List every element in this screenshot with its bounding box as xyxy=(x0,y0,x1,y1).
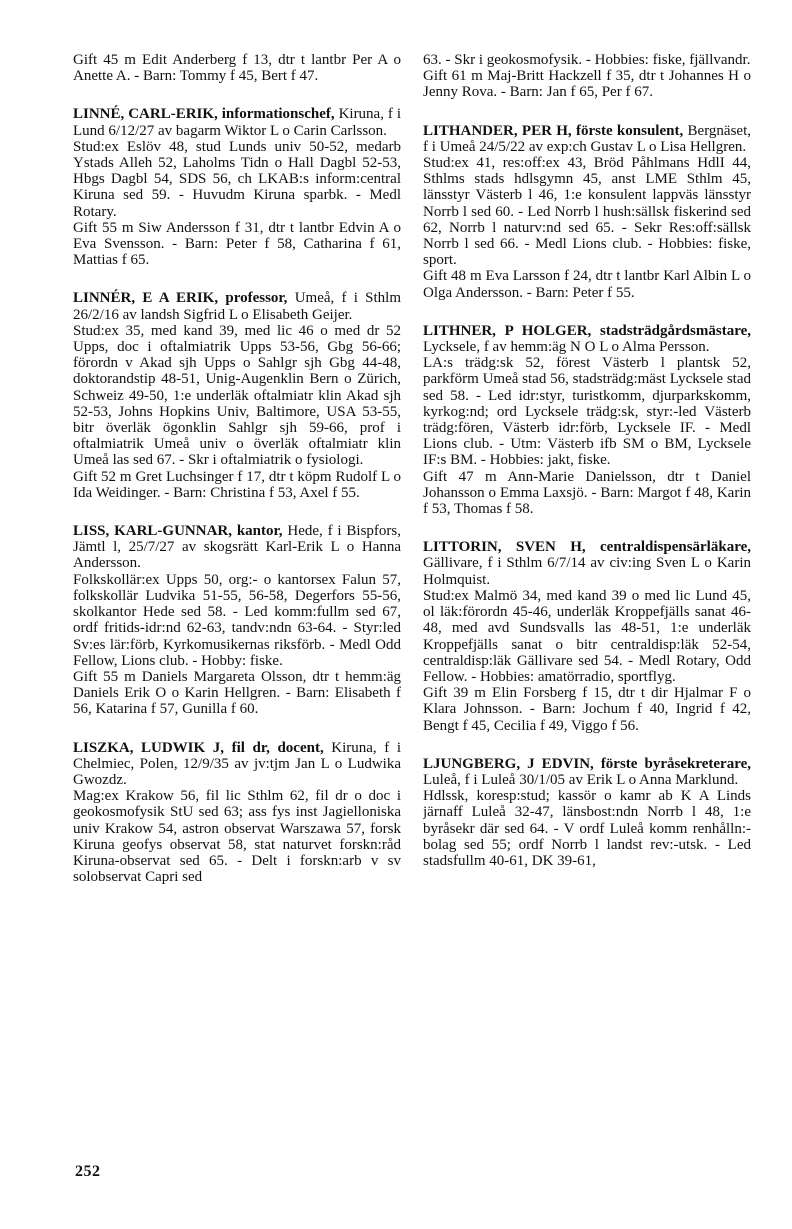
entry-headword: LISS, KARL-GUNNAR, kantor, xyxy=(73,523,283,540)
entry-paragraph: LITHANDER, PER H, förste konsulent, Bergnäset, f i Umeå 24/5/22 av exp:ch Gustav L o Lisa Hellgren. xyxy=(423,122,751,155)
page-number: 252 xyxy=(75,1163,101,1180)
entry-headword: LITHNER, P HOLGER, stadsträdgårdsmästare, xyxy=(423,322,751,339)
entry-paragraph: Stud:ex Eslöv 48, stud Lunds univ 50-52, medarb Ystads Alleh 52, Laholms Tidn o Hall Dagbl 52-53, Hbgs Dagbl 54, SDS 56, ch LKAB:s inform:central Kiruna sed 59. - Huvudm Kiruna sparbk. - Medl Rotary. xyxy=(73,138,401,220)
entry-continuation-anderberg xyxy=(73,52,401,84)
entry-headword: LINNÉR, E A ERIK, professor, xyxy=(73,290,288,307)
entry-paragraph: Mag:ex Krakow 56, fil lic Sthlm 62, fil dr o doc i geokosmofysik StU sed 63; ass fys inst Jagielloniska univ Krakow 54, astron observat Warszawa 57, forsk Kiruna geofys observat 58, stat naturvet forskn:råd Kiruna-observat sed 65. - Delt i forskn:arb v sv solobservat Capri sed xyxy=(73,788,401,886)
entry-paragraph: Gift 52 m Gret Luchsinger f 17, dtr t köpm Rudolf L o Ida Weidinger. - Barn: Christina f 53, Axel f 55. xyxy=(73,468,401,501)
entry-liszka xyxy=(73,740,401,886)
entry-headword: LISZKA, LUDWIK J, fil dr, docent, xyxy=(73,739,324,756)
entry-headword: LITHANDER, PER H, förste konsulent, xyxy=(423,122,684,139)
entry-paragraph: Gift 55 m Siw Andersson f 31, dtr t lantbr Edvin A o Eva Svensson. - Barn: Peter f 58, Catharina f 61, Mattias f 65. xyxy=(73,219,401,269)
entry-paragraph: LITHNER, P HOLGER, stadsträdgårdsmästare, Lycksele, f av hemm:äg N O L o Alma Persson. xyxy=(423,322,751,356)
entry-paragraph: LINNÉ, CARL-ERIK, informationschef, Kiruna, f i Lund 6/12/27 av bagarm Wiktor L o Carin Carlsson. xyxy=(73,106,401,139)
entry-paragraph: LJUNGBERG, J EDVIN, förste byråsekreterare, Luleå, f i Luleå 30/1/05 av Erik L o Anna Marklund. xyxy=(423,755,751,788)
entry-headword: LINNÉ, CARL-ERIK, informationschef, xyxy=(73,106,335,123)
entry-liss xyxy=(73,523,401,717)
entry-paragraph: Gift 47 m Ann-Marie Danielsson, dtr t Daniel Johansson o Emma Laxsjö. - Barn: Margot f 48, Karin f 53, Thomas f 58. xyxy=(423,468,751,518)
entry-ljungberg xyxy=(423,756,751,869)
entry-linner xyxy=(73,290,401,501)
entry-headword: LJUNGBERG, J EDVIN, förste byråsekreterare, xyxy=(423,755,751,772)
entry-paragraph: Hdlssk, koresp:stud; kassör o kamr ab K A Linds järnaff Luleå 32-47, länsbost:ndn Norrb l 48, 1:e byråsekr där sed 64. - V ordf Luleå komm renhålln:-bolag sed 55; ordf Norrb l landst rev:-utsk. - Led stadsfullm 40-61, DK 39-61, xyxy=(423,788,751,869)
entry-paragraph: LISS, KARL-GUNNAR, kantor, Hede, f i Bispfors, Jämtl l, 25/7/27 av skogsrätt Karl-Erik L o Hanna Andersson. xyxy=(73,523,401,572)
entry-paragraph: Gift 48 m Eva Larsson f 24, dtr t lantbr Karl Albin L o Olga Andersson. - Barn: Peter f 55. xyxy=(423,268,751,301)
entry-paragraph: Folkskollär:ex Upps 50, org:- o kantorsex Falun 57, folkskollär Ludvika 51-55, 56-58, Degerfors 55-56, skolkantor Hede sed 58. - Led komm:fullm sed 67, ordf fritids-idr:nd 62-63, tandv:ndn 63-64. - Styr:led Sv:es lär:förb, Kyrkomusikernas riksförb. - Medl Odd Fellow, Lions club. - Hobby: fiske. xyxy=(73,571,401,669)
column-gutter xyxy=(410,45,411,1155)
right-column xyxy=(423,52,751,891)
entry-headword: LITTORIN, SVEN H, centraldispensärläkare, xyxy=(423,539,751,556)
entry-littorin xyxy=(423,539,751,733)
entry-paragraph: LINNÉR, E A ERIK, professor, Umeå, f i Sthlm 26/2/16 av landsh Sigfrid L o Elisabeth Geijer. xyxy=(73,290,401,323)
entry-continuation-liszka xyxy=(423,52,751,101)
entry-paragraph: Gift 45 m Edit Anderberg f 13, dtr t lantbr Per A o Anette A. - Barn: Tommy f 45, Bert f 47. xyxy=(73,52,401,85)
entry-paragraph: Stud:ex 41, res:off:ex 43, Bröd Påhlmans HdlI 44, Sthlms stads hdlsgymn 45, anst LME Sthlm 45, länsstyr Västerb l 46, 1:e konsulent lappväs länsstyr Norrb l sed 60. - Led Norrb l hush:sällsk fiskerind sed 62, Norrb l naturv:nd sed 65. - Sekr Res:off:sällsk Norrb l sed 66. - Medl Lions club. - Hobbies: fiske, sport. xyxy=(423,155,751,269)
entry-paragraph: Stud:ex Malmö 34, med kand 39 o med lic Lund 45, ol läk:förordn 45-46, underläk Kroppefjälls sanat 46-48, med avd Sundsvalls las 48-51, 1:e underläk Kroppefjälls sanat o bitr centraldisp:läk 52-54, centraldisp:läk Gällivare sed 54. - Medl Rotary, Odd Fellow. - Hobbies: amatörradio, sportflyg. xyxy=(423,587,751,685)
entry-paragraph: LISZKA, LUDWIK J, fil dr, docent, Kiruna, f i Chelmiec, Polen, 12/9/35 av jv:tjm Jan L o Ludwika Gwozdz. xyxy=(73,739,401,788)
entry-paragraph: LA:s trädg:sk 52, förest Västerb l plantsk 52, parkförm Umeå stad 56, stadsträdg:mäst Lycksele stad sed 58. - Led idr:styr, turistkomm, djurparkskomm, kyrkog:nd; ord Lycksele trädg:sk, styr:-led Västerb trädg:fören, Västerb idr:förb, Lycksele IF. - Medl Lions club. - Utm: Västerb ifb SM o BM, Lycksele IF:s BM. - Hobbies: jakt, fiske. xyxy=(423,355,751,469)
entry-paragraph: Gift 55 m Daniels Margareta Olsson, dtr t hemm:äg Daniels Erik O o Karin Hellgren. - Barn: Elisabeth f 56, Katarina f 57, Gunilla f 60. xyxy=(73,668,401,718)
entry-lithner xyxy=(423,323,751,517)
entry-paragraph: LITTORIN, SVEN H, centraldispensärläkare, Gällivare, f i Sthlm 6/7/14 av civ:ing Sven L o Karin Holmquist. xyxy=(423,539,751,588)
entry-paragraph: 63. - Skr i geokosmofysik. - Hobbies: fiske, fjällvandr. xyxy=(423,52,751,68)
left-column xyxy=(73,52,401,907)
entry-paragraph: Stud:ex 35, med kand 39, med lic 46 o med dr 52 Upps, doc i oftalmiatrik Upps 53-56, Gbg 56-66; förordn v Akad sjh Upps o Sahlgr sjh Gbg 44-48, doktorandstip 48-51, Unig-Augenklin Bern o Zürich, Schweiz 49-50, 1:e underläk oftalmiatr klin Akad sjh 52-53, Johns Hopkins Univ, Baltimore, USA 53-55, bitr överläk ögonklin Sahlgr sjh 59-66, prof i oftalmiatrik Umeå univ o överläk oftalmiatr klin Umeå las sed 67. - Skr i oftalmiatrik o fysiologi. xyxy=(73,322,401,469)
entry-paragraph: Gift 39 m Elin Forsberg f 15, dtr t dir Hjalmar F o Klara Johnsson. - Barn: Jochum f 40, Ingrid f 42, Bengt f 45, Cecilia f 49, Viggo f 56. xyxy=(423,685,751,734)
entry-lithander xyxy=(423,123,751,301)
entry-linne xyxy=(73,106,401,268)
entry-paragraph: Gift 61 m Maj-Britt Hackzell f 35, dtr t Johannes H o Jenny Rova. - Barn: Jan f 65, Per f 67. xyxy=(423,68,751,101)
